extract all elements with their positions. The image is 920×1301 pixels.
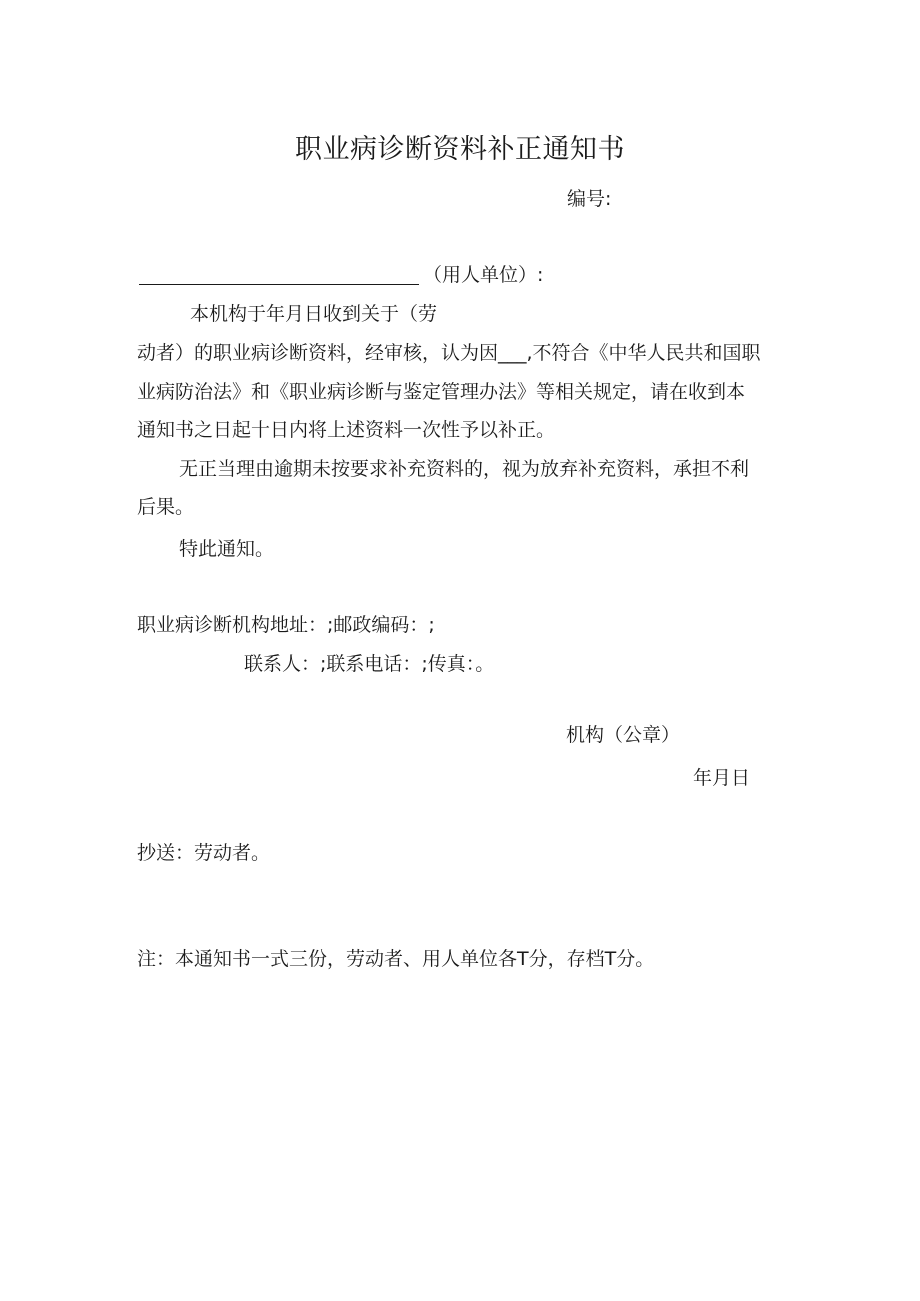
- document-title: 职业病诊断资料补正通知书: [295, 134, 625, 165]
- body-paragraph-2-line-2: 后果。: [137, 496, 195, 518]
- body-paragraph-3: 特此通知。: [179, 538, 275, 560]
- body-paragraph-1-line-4: 通知书之日起十日内将上述资料一次性予以补正。: [137, 419, 556, 441]
- organization-seal: 机构（公章）: [566, 724, 681, 746]
- addressee-blank: [139, 284, 419, 285]
- signature-date: 年月日: [693, 767, 751, 789]
- addressee-suffix: （用人单位）:: [423, 264, 544, 286]
- contact-address-line: 职业病诊断机构地址：;邮政编码：;: [137, 614, 435, 636]
- body-paragraph-1-line-1: 本机构于年月日收到关于（劳: [190, 303, 438, 325]
- body-paragraph-1-line-3: 业病防治法》和《职业病诊断与鉴定管理办法》等相关规定，请在收到本: [137, 381, 746, 403]
- contact-person-line: 联系人：;联系电话：;传真：。: [244, 653, 495, 675]
- body-paragraph-2-line-1: 无正当理由逾期未按要求补充资料的，视为放弃补充资料，承担不利: [179, 458, 750, 480]
- body-paragraph-1-line-2: 动者）的职业病诊断资料，经审核，认为因___,不符合《中华人民共和国职: [137, 342, 761, 364]
- footnote: 注：本通知书一式三份，劳动者、用人单位各T分，存档T分。: [137, 948, 655, 970]
- carbon-copy-line: 抄送：劳动者。: [137, 842, 271, 864]
- serial-number-label: 编号:: [567, 188, 612, 210]
